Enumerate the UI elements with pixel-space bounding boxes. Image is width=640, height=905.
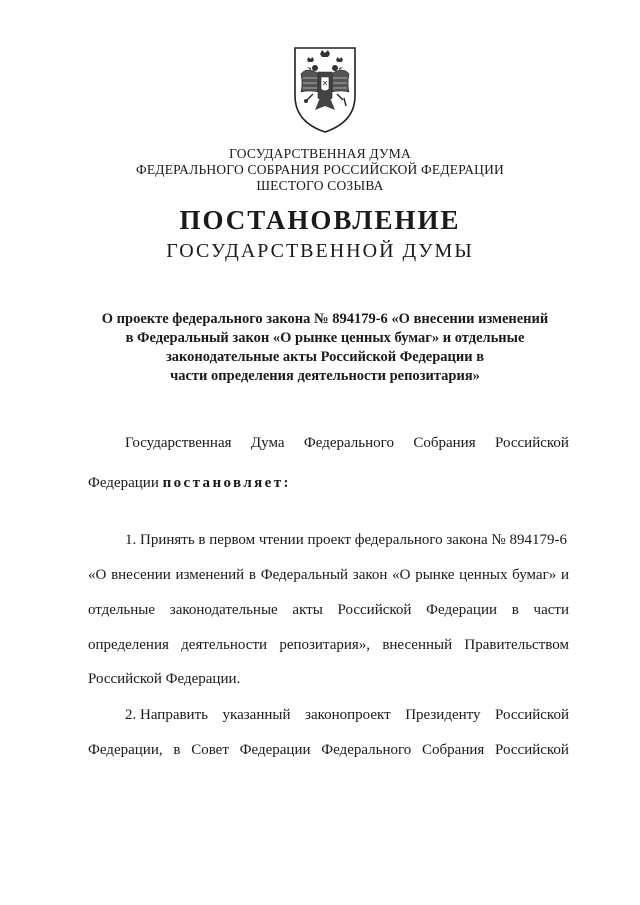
word: определения bbox=[88, 637, 169, 653]
word: закон bbox=[352, 567, 388, 583]
preamble-line-2 bbox=[88, 473, 569, 493]
subject-line-2: в Федеральный закон «О рынке ценных бумаг» и отдельные bbox=[125, 330, 525, 346]
issuer-header bbox=[0, 146, 640, 194]
item1-line-1: 1. Принять в первом чтении проект федерального закона № 894179-6 bbox=[125, 532, 567, 548]
subject-line-3: законодательные акты Российской Федерации в bbox=[165, 349, 485, 365]
word: части bbox=[533, 602, 569, 618]
preamble-line-1 bbox=[88, 433, 569, 453]
subject-line-4: части определения деятельности репозитария» bbox=[170, 368, 480, 384]
word: Совет bbox=[191, 742, 229, 758]
item1-line-5: Российской Федерации. bbox=[88, 671, 241, 687]
word: репозитария», bbox=[279, 637, 371, 653]
document-issuer-title: ГОСУДАРСТВЕННОЙ ДУМЫ bbox=[166, 240, 474, 262]
word: и bbox=[560, 567, 569, 583]
word: внесенный bbox=[382, 637, 453, 653]
word: «О bbox=[88, 567, 107, 583]
word: «О bbox=[392, 567, 411, 583]
word: Федерации bbox=[426, 602, 498, 618]
word: бумаг» bbox=[512, 567, 557, 583]
word: отдельные bbox=[88, 602, 156, 618]
word: рынке bbox=[415, 567, 455, 583]
word: Собрания bbox=[413, 435, 476, 451]
word: Федерального bbox=[303, 435, 394, 451]
word: законопроект bbox=[305, 707, 391, 723]
subject-line-1: О проекте федерального закона № 894179-6 «О внесении изменений bbox=[101, 311, 549, 327]
item1-line-2 bbox=[88, 565, 569, 585]
word: внесении bbox=[111, 567, 171, 583]
item2-line-2 bbox=[88, 740, 569, 760]
word: Собрания bbox=[422, 742, 485, 758]
word: акты bbox=[292, 602, 323, 618]
word: изменений bbox=[175, 567, 245, 583]
word: в bbox=[173, 742, 181, 758]
word: Федерации bbox=[239, 742, 311, 758]
word: Правительством bbox=[464, 637, 569, 653]
word: Российской bbox=[495, 707, 569, 723]
word: Российской bbox=[495, 435, 569, 451]
item1-line-3 bbox=[88, 600, 569, 620]
word: Федерации, bbox=[88, 742, 163, 758]
word: Федеральный bbox=[260, 567, 349, 583]
word: законодательные bbox=[169, 602, 278, 618]
header-line-3: ШЕСТОГО СОЗЫВА bbox=[256, 178, 384, 193]
word: ценных bbox=[459, 567, 508, 583]
coat-of-arms-icon bbox=[289, 44, 361, 134]
word: Дума bbox=[250, 435, 285, 451]
decree-verb: постановляет: bbox=[162, 475, 291, 491]
word: Российской bbox=[337, 602, 412, 618]
word: Государственная bbox=[125, 435, 232, 451]
word: Президенту bbox=[405, 707, 481, 723]
word: Федерации bbox=[88, 475, 159, 491]
word: в bbox=[248, 567, 256, 583]
word: 2. Направить bbox=[125, 707, 208, 723]
header-line-1: ГОСУДАРСТВЕННАЯ ДУМА bbox=[229, 146, 411, 161]
item2-line-1 bbox=[88, 705, 569, 725]
word: указанный bbox=[222, 707, 291, 723]
item1-line-4 bbox=[88, 635, 569, 655]
word: в bbox=[511, 602, 519, 618]
resolution-subject bbox=[60, 310, 590, 386]
word: Федерального bbox=[321, 742, 412, 758]
document-type-title: ПОСТАНОВЛЕНИЕ bbox=[179, 205, 461, 235]
word: Российской bbox=[495, 742, 569, 758]
header-line-2: ФЕДЕРАЛЬНОГО СОБРАНИЯ РОССИЙСКОЙ ФЕДЕРАЦИИ bbox=[136, 162, 504, 177]
word: деятельности bbox=[181, 637, 268, 653]
